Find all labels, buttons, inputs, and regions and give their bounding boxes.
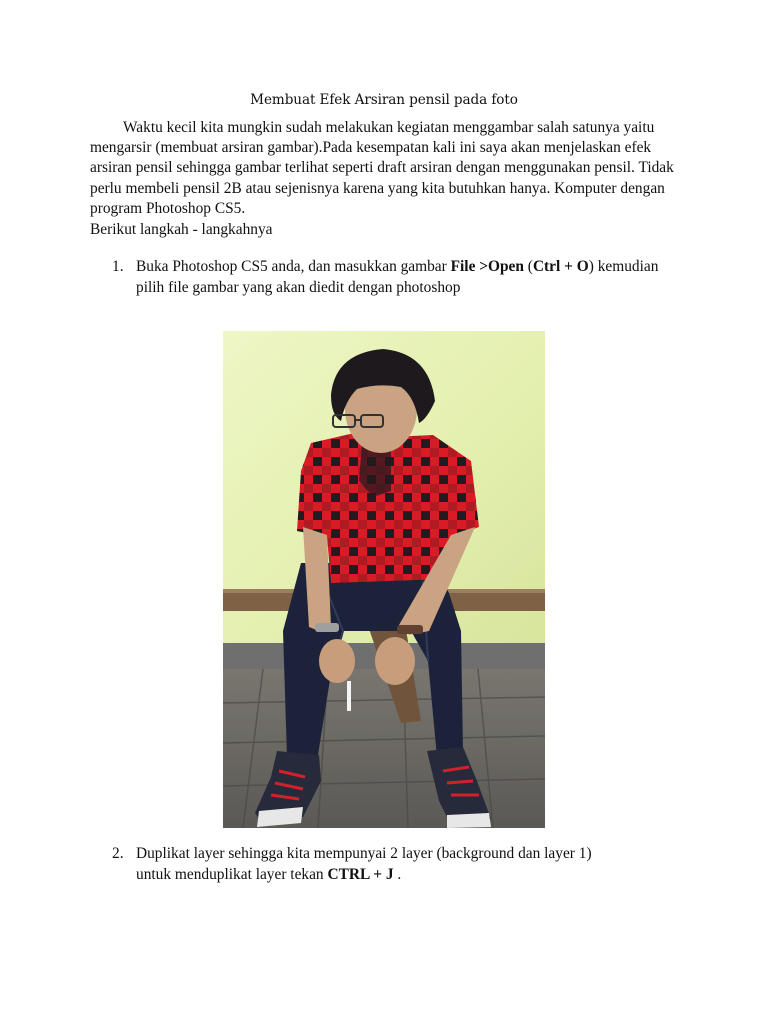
document-title: Membuat Efek Arsiran pensil pada foto [250,92,518,108]
intro-paragraph [90,118,690,219]
step-1-text [136,257,658,298]
file-open-shortcut: File >Open [450,258,524,275]
step-1-line-1: Buka Photoshop CS5 anda, dan masukkan gambar File >Open (Ctrl + O) kemudian [136,258,659,275]
paragraph-line-5: program Photoshop CS5. [90,199,246,217]
step-2-line-2: untuk menduplikat layer tekan CTRL + J . [136,865,402,883]
ctrl-j-shortcut: CTRL + J [327,865,394,883]
paragraph-line-3: arsiran pensil sehingga gambar terlihat seperti draft arsiran dengan menggunakan pensil. Tidak [90,159,674,177]
step-1-line-2: pilih file gambar yang akan diedit dengan photoshop [136,278,461,296]
paragraph-line-1: Waktu kecil kita mungkin sudah melakukan kegiatan menggambar salah satunya yaitu [123,119,655,136]
ctrl-o-shortcut: Ctrl + O [532,258,589,275]
step-1-number: 1. [112,258,124,275]
sample-photo [223,331,545,828]
step-2-text [136,844,592,885]
paragraph-line-2: mengarsir (membuat arsiran gambar).Pada kesempatan kali ini saya akan menjelaskan efek [90,139,652,157]
steps-intro: Berikut langkah - langkahnya [90,221,273,238]
step-2-number: 2. [112,845,124,862]
step-2-line-1: Duplikat layer sehingga kita mempunyai 2 layer (background dan layer 1) [136,845,592,862]
paragraph-line-4: perlu membeli pensil 2B atau sejenisnya karena yang kita butuhkan hanya. Komputer dengan [90,179,665,197]
